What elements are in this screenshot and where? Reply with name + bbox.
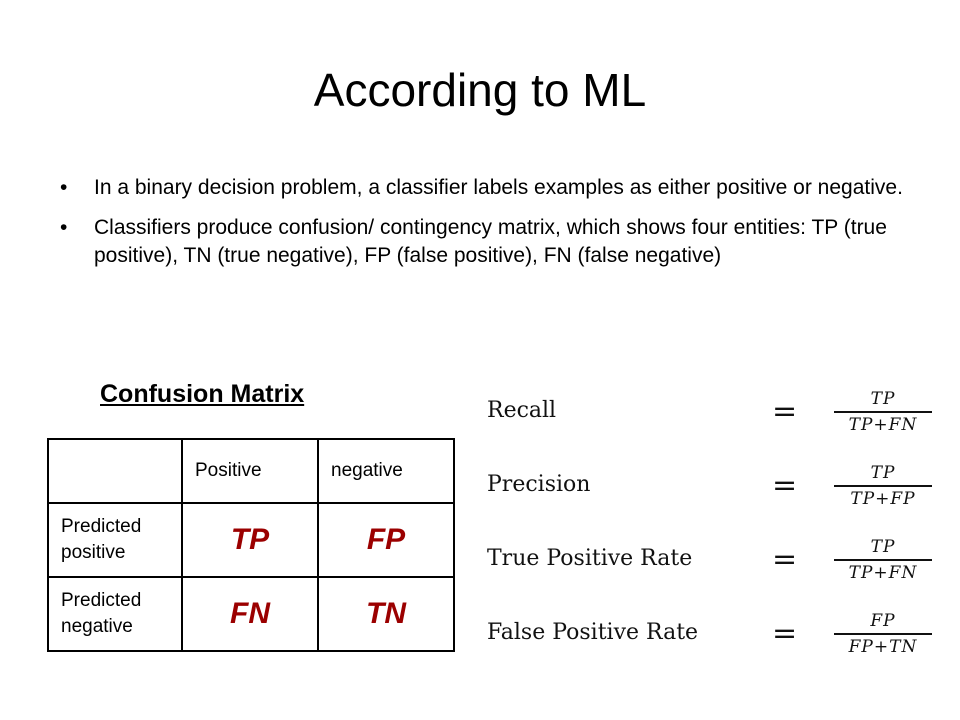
table-header-row — [48, 439, 454, 503]
fraction-bar — [834, 633, 932, 635]
bullet-list — [60, 174, 910, 282]
numerator: TP — [870, 537, 896, 557]
formula-true-positive-rate — [482, 536, 940, 588]
row-header-predicted-positive: Predicted positive — [48, 503, 182, 577]
formula-recall — [482, 388, 940, 440]
cell-tp: TP — [182, 503, 318, 577]
cell-tn: TN — [318, 577, 454, 651]
formula-label: True Positive Rate — [487, 546, 693, 571]
bullet-marker: • — [60, 216, 68, 239]
table-row — [48, 577, 454, 651]
confusion-matrix-table — [47, 438, 455, 652]
fraction — [834, 610, 932, 658]
bullet-item — [60, 174, 910, 202]
bullet-text: Classifiers produce confusion/ contingency matrix, which shows four entities: TP (true positive), TN (true negative), FP (false positive), FN (false negative) — [94, 216, 887, 267]
confusion-matrix-title: Confusion Matrix — [100, 380, 305, 408]
formula-label: Precision — [487, 472, 591, 497]
fraction-bar — [834, 485, 932, 487]
fraction — [834, 536, 932, 584]
equals-sign: = — [772, 542, 798, 577]
denominator: TP+FP — [850, 489, 916, 509]
cell-fn: FN — [182, 577, 318, 651]
formula-false-positive-rate — [482, 610, 940, 662]
cell-fp: FP — [318, 503, 454, 577]
table-corner-cell — [48, 439, 182, 503]
formula-label: Recall — [487, 398, 557, 423]
bullet-marker: • — [60, 176, 68, 199]
column-header-positive: Positive — [182, 439, 318, 503]
table-row — [48, 503, 454, 577]
numerator: TP — [870, 463, 896, 483]
formula-label: False Positive Rate — [487, 620, 699, 645]
equals-sign: = — [772, 468, 798, 503]
denominator: TP+FN — [848, 415, 918, 435]
denominator: FP+TN — [848, 637, 918, 657]
numerator: TP — [870, 389, 896, 409]
bullet-text: In a binary decision problem, a classifier labels examples as either positive or negative. — [94, 176, 903, 199]
metric-formulas — [482, 380, 940, 670]
equals-sign: = — [772, 616, 798, 651]
slide-title: According to ML — [313, 64, 647, 116]
fraction — [834, 462, 932, 510]
fraction-bar — [834, 559, 932, 561]
denominator: TP+FN — [848, 563, 918, 583]
column-header-negative: negative — [318, 439, 454, 503]
formula-precision — [482, 462, 940, 514]
fraction-bar — [834, 411, 932, 413]
equals-sign: = — [772, 394, 798, 429]
fraction — [834, 388, 932, 436]
bullet-item — [60, 214, 910, 270]
numerator: FP — [870, 611, 896, 631]
row-header-predicted-negative: Predicted negative — [48, 577, 182, 651]
